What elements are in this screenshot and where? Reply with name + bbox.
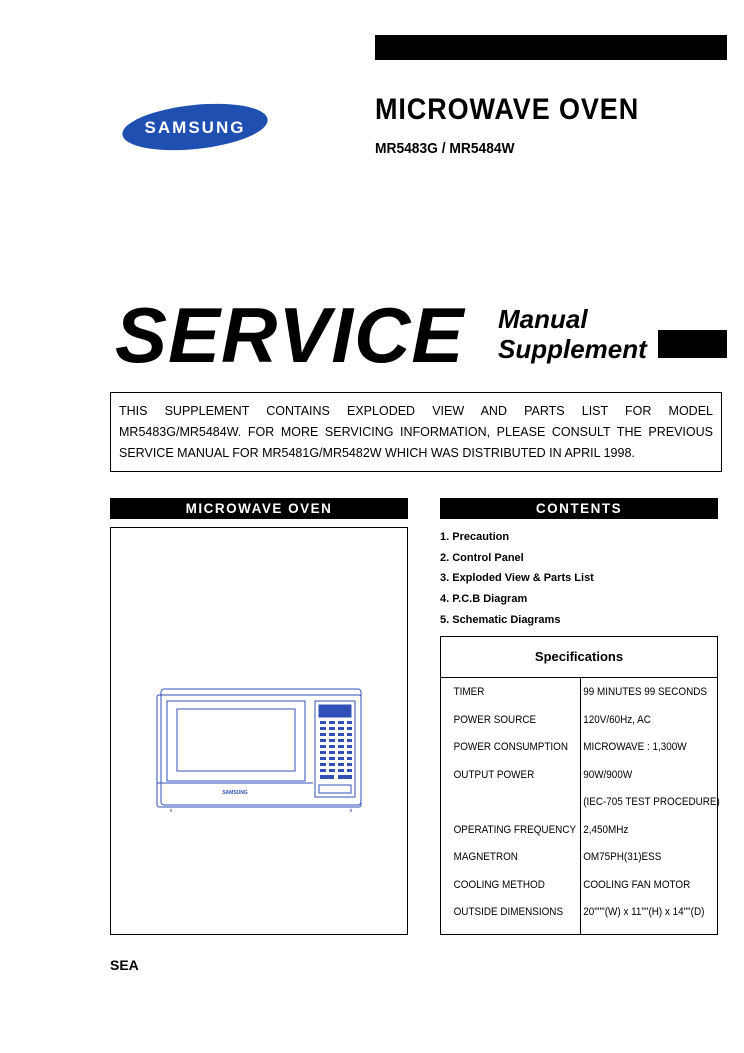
spec-label: TIMER — [453, 686, 485, 698]
supplement-notice: THIS SUPPLEMENT CONTAINS EXPLODED VIEW AND PARTS LIST FOR MODEL MR5483G/MR5484W. FOR MORE SERVICING INFORMATION, PLEASE CONSULT THE PREVIOUS SERVICE MANUAL FOR MR5481G/MR5482W WHICH WAS DISTRIBUTED IN APRIL 1998. — [110, 392, 722, 472]
oven-keypad — [320, 721, 352, 779]
spec-label: OUTPUT POWER — [453, 768, 535, 781]
contents-item: 3. Exploded View & Parts List — [440, 572, 594, 585]
spec-label: COOLING METHOD — [453, 878, 545, 891]
oven-door-release — [319, 785, 351, 793]
samsung-logo — [120, 102, 270, 152]
spec-value: 2,450MHz — [583, 823, 629, 836]
supplement-word: Supplement — [498, 334, 647, 364]
spec-row — [441, 796, 720, 824]
spec-value: COOLING FAN MOTOR — [583, 878, 691, 891]
spec-value: 99 MINUTES 99 SECONDS — [583, 686, 707, 698]
spec-value: MICROWAVE : 1,300W — [583, 741, 687, 753]
oven-illustration-box — [110, 527, 408, 935]
spec-value: 120V/60Hz, AC — [583, 713, 651, 726]
spec-label: MAGNETRON — [453, 851, 518, 863]
contents-item: 2. Control Panel — [440, 551, 524, 564]
spec-row — [441, 714, 689, 742]
contents-item: 4. P.C.B Diagram — [440, 593, 528, 606]
microwave-oven-drawing — [155, 683, 367, 813]
spec-row — [441, 741, 689, 769]
specifications-table — [440, 636, 718, 935]
contents-item: 5. Schematic Diagrams — [440, 613, 561, 626]
spec-row — [441, 686, 707, 714]
side-black-bar — [658, 330, 727, 358]
contents-item: 1. Precaution — [440, 531, 510, 543]
microwave-oven-header: MICROWAVE OVEN — [110, 498, 408, 519]
service-title: SERVICE — [115, 291, 465, 379]
contents-list — [440, 527, 594, 630]
region-code: SEA — [110, 957, 139, 973]
spec-value: (IEC-705 TEST PROCEDURE) — [583, 796, 720, 808]
product-title: MICROWAVE OVEN — [375, 93, 640, 126]
spec-value: 90W/900W — [583, 768, 633, 781]
spec-row — [441, 879, 689, 907]
spec-label: POWER CONSUMPTION — [453, 741, 569, 753]
spec-value: 20"""(W) x 11""(H) x 14""(D) — [583, 906, 705, 918]
spec-row — [441, 824, 689, 852]
specifications-title: Specifications — [441, 637, 717, 678]
top-black-bar — [375, 35, 727, 60]
model-numbers: MR5483G / MR5484W — [375, 140, 515, 157]
spec-label: POWER SOURCE — [453, 713, 537, 726]
oven-door-frame — [167, 701, 305, 781]
spec-row — [441, 906, 705, 934]
spec-label: OUTSIDE DIMENSIONS — [453, 906, 564, 918]
oven-window — [177, 709, 295, 771]
logo-text: SAMSUNG — [144, 118, 246, 137]
spec-label: OPERATING FREQUENCY — [453, 823, 577, 836]
manual-word: Manual — [498, 304, 588, 334]
contents-header: CONTENTS — [440, 498, 718, 519]
spec-value: OM75PH(31)ESS — [583, 851, 662, 863]
oven-display — [319, 705, 351, 717]
spec-row — [441, 851, 689, 879]
oven-brand-label: SAMSUNG — [222, 790, 248, 796]
spec-row — [441, 769, 689, 797]
